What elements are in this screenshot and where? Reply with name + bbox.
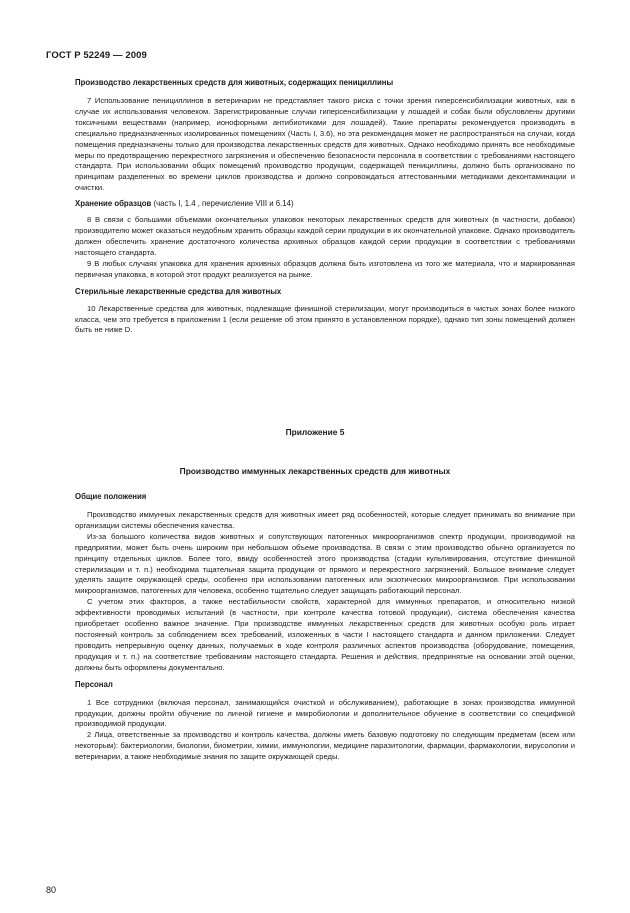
- samples-heading-title: Хранение образцов: [75, 199, 152, 209]
- content-bottom: [75, 492, 575, 763]
- paragraph-10: 10 Лекарственные средства для животных, подлежащие финишной стерилизации, могут производиться в чистых зонах более низкого класса, чем это требуется в приложении 1 (если решение об этом принято в установленном порядке), однако тип зоны помещений должен быть не ниже D.: [75, 303, 575, 335]
- general-paragraph-1: Производство иммунных лекарственных средств для животных имеет ряд особенностей, которые следует принимать во внимание при организации системы обеспечения качества.: [75, 510, 575, 530]
- standard-header: ГОСТ Р 52249 — 2009: [46, 50, 147, 61]
- samples-heading-note: (часть I, 1.4 , перечисление VIII и 6.14): [151, 199, 294, 209]
- personnel-heading: Персонал: [75, 679, 113, 689]
- content-top: [75, 78, 575, 336]
- paragraph-8: 8 В связи с большими объемами окончательных упаковок некоторых лекарственных средств для животных (в частности, добавок) производителю может оказаться неудобным хранить образцы каждой серии продукции в их окончательной упаковке. Однако производитель должен обеспечить хранение достаточного количества архивных образцов каждой серии продукции в соответствии с требованиями настоящего стандарта.: [75, 215, 575, 257]
- general-heading: Общие положения: [75, 492, 147, 501]
- general-paragraph-3: С учетом этих факторов, а также нестабильности свойств, характерной для иммунных препаратов, и относительно низкой эффективности проводимых испытаний (в частности, при контроле качества готовой продукции), система обеспечения качества приобретает особенно важное значение. При производстве иммунных лекарственных средств для животных особую роль играет постоянный контроль за соблюдением всех требований, изложенных в части I настоящего стандарта и данном приложении. Следует проводить непрерывную оценку данных, получаемых в ходе контроля различных аспектов производства (оборудование, помещения, продукция и т. п.) на соответствие требованиям настоящего стандарта. Решения и действия, предпринятые на основании этой оценки, должны быть оформлены документально.: [75, 597, 575, 672]
- personnel-paragraph-1: 1 Все сотрудники (включая персонал, занимающийся очисткой и обслуживанием), работающие в зонах производства иммунной продукции, должны пройти обучение по личной гигиене и микробиологии и дополнительное обучение в соответствии со спецификой производимой продукции.: [75, 697, 575, 729]
- paragraph-9: 9 В любых случаях упаковка для хранения архивных образцов должна быть изготовлена из того же материала, что и маркированная первичная упаковка, в которой этот продукт реализуется на рынке.: [75, 258, 575, 279]
- sterile-heading: Стерильные лекарственные средства для животных: [75, 286, 282, 296]
- paragraph-7: 7 Использование пенициллинов в ветеринарии не представляет такого риска с точки зрения гиперсенсибилизации животных, как в случае их использования человеком. Зарегистрированные случаи гиперсенсибилизации у лошадей и собак были обусловлены другими токсичными веществами (например, ионофорными антибиотиками для лошадей). Такие препараты рекомендуется производить в специально предназначенных изолированных помещениях (Часть I, 3.6), но эта рекомендация может не распространяться на случаи, когда помещения предназначены только для производства лекарственных средств для животных. Однако необходимо принять все необходимые меры по предотвращению перекрестного загрязнения и обеспечению безопасности персонала в соответствии с требованиями настоящего стандарта. При использовании общих помещений производство продукции, содержащей пенициллины, должно быть организовано по принципам разделенных во времени циклов производства и должно сопровождаться аттестованными методиками деконтаминации и очистки.: [75, 96, 575, 193]
- appendix-title: Производство иммунных лекарственных средств для животных: [179, 466, 451, 476]
- appendix-label: Приложение 5: [285, 427, 345, 437]
- samples-heading: [75, 199, 575, 208]
- general-paragraph-2: Из-за большого количества видов животных и сопутствующих патогенных микроорганизмов спектр продукции, производимой на предприятии, может быть очень широким при небольшом объеме производства. В связи с этим производство обычно организуется по принципу отдельных циклов. Более того, ввиду особенностей этого производства (стадии культивирования, отсутствие финишной стерилизации и т. п.) необходима тщательная защита продукции от прямого и перекрестного загрязнений. Большое внимание следует уделять защите окружающей среды, особенно при использовании патогенных или экзотических микроорганизмов. При использовании микроорганизмов, патогенных для человека, особенно тщательно следует защищать работающий персонал.: [75, 531, 575, 596]
- personnel-paragraph-2: 2 Лица, ответственные за производство и контроль качества, должны иметь базовую подготовку по следующим предметам (всем или некоторым): бактериологии, биологии, биометрии, химии, иммунологии, медицине паразитологии, фармации, фармакологии, вирусологии и ветеринарии, а также необходимые знания по защите окружающей среды.: [75, 730, 575, 762]
- page-number: 80: [46, 885, 57, 895]
- penicillin-heading: Производство лекарственных средств для животных, содержащих пенициллины: [75, 78, 394, 87]
